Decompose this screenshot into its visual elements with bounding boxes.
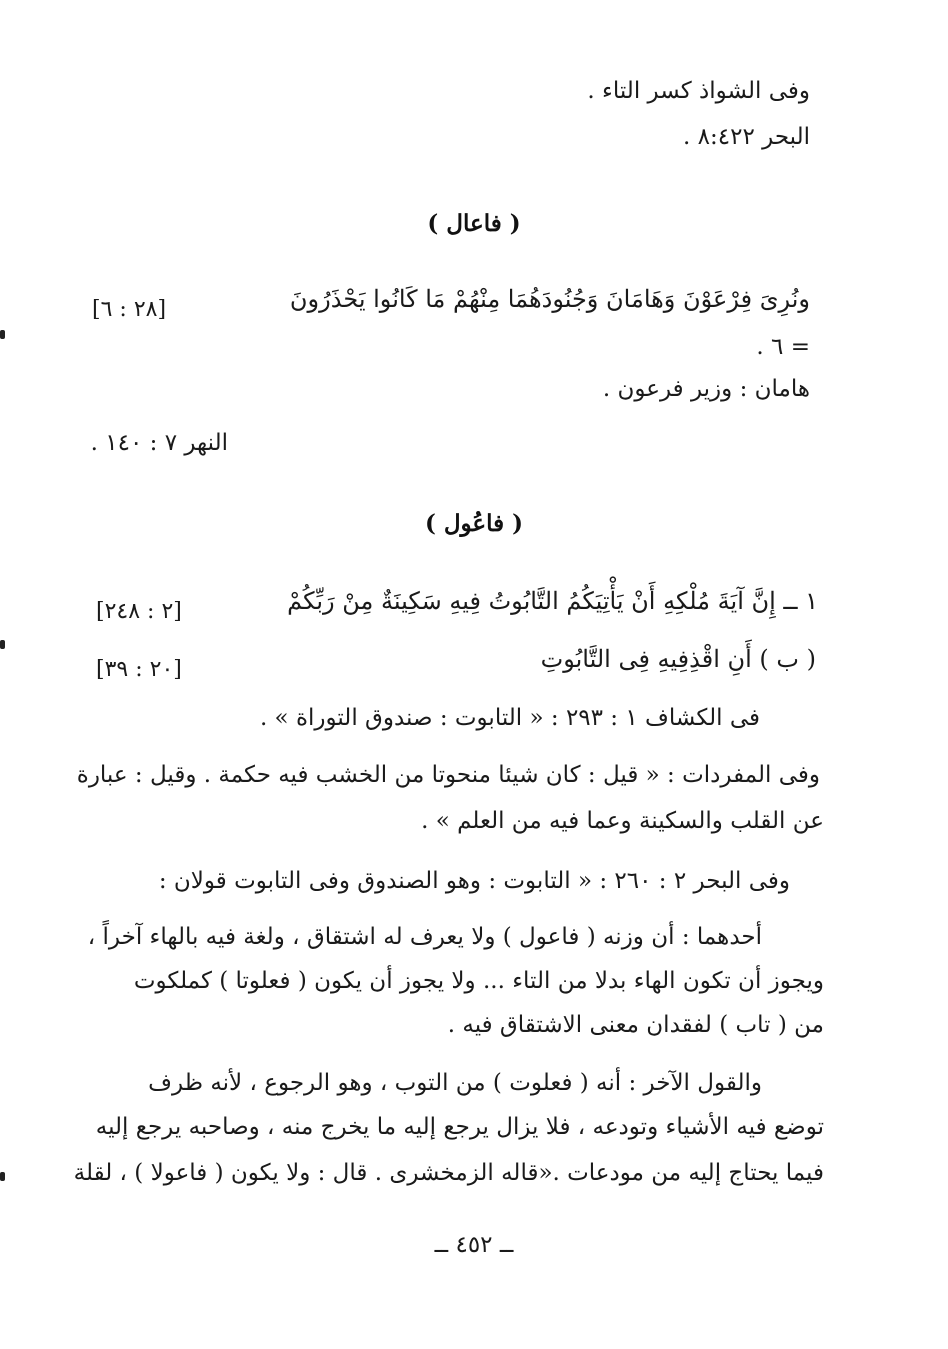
text-line: وفى الشواذ كسر التاء . bbox=[587, 78, 810, 104]
text-line: فى الكشاف ١ : ٢٩٣ : « التابوت : صندوق التوراة » . bbox=[259, 705, 760, 731]
quran-verse: ١ ــ إِنَّ آيَةَ مُلْكِهِ أَنْ يَأْتِيَكُمُ التَّابُوتُ فِيهِ سَكِينَةٌ مِنْ رَبِّكُمْ bbox=[287, 587, 818, 615]
quran-verse: ( ب ) أَنِ اقْذِفِيهِ فِى التَّابُوتِ bbox=[540, 645, 816, 673]
reference-line: النهر ٧ : ١٤٠ . bbox=[90, 430, 228, 456]
paragraph-line: فيما يحتاج إليه من مودعات .«قاله الزمخشرى . قال : ولا يكون ( فاعولا ) ، لقلة bbox=[73, 1160, 824, 1186]
paragraph-line: عن القلب والسكينة وعما فيه من العلم » . bbox=[421, 808, 824, 834]
scan-mark bbox=[0, 1172, 5, 1181]
text-line: هامان : وزير فرعون . bbox=[602, 376, 810, 402]
text-line: وفى البحر ٢ : ٢٦٠ : « التابوت : وهو الصندوق وفى التابوت قولان : bbox=[158, 868, 790, 894]
paragraph-line: وفى المفردات : « قيل : كان شيئا منحوتا من الخشب فيه حكمة . وقيل : عبارة bbox=[76, 762, 820, 788]
page-number: ــ ٤٥٢ ــ bbox=[434, 1232, 514, 1258]
verse-reference: [٢ : ٢٤٨] bbox=[96, 599, 182, 624]
paragraph-line: ويجوز أن تكون الهاء بدلا من التاء ... ولا يجوز أن يكون ( فعلوتا ) كملكوت bbox=[133, 968, 824, 994]
verse-continuation: = ٦ . bbox=[756, 334, 810, 360]
scan-mark bbox=[0, 330, 5, 339]
reference-line: البحر ٨:٤٢٢ . bbox=[683, 124, 810, 150]
paragraph-line: أحدهما : أن وزنه ( فاعول ) ولا يعرف له اشتقاق ، ولغة فيه بالهاء آخراً ، bbox=[87, 924, 762, 950]
paragraph-line: والقول الآخر : أنه ( فعلوت ) من التوب ، وهو الرجوع ، لأنه ظرف bbox=[148, 1070, 762, 1096]
section-heading: ( فاعال ) bbox=[427, 210, 521, 237]
verse-reference: [٢٨ : ٦] bbox=[92, 297, 167, 322]
quran-verse: ونُرِىَ فِرْعَوْنَ وَهَامَانَ وَجُنُودَهُمَا مِنْهُمْ مَا كَانُوا يَحْذَرُونَ bbox=[289, 285, 810, 313]
paragraph-line: من ( تاب ) لفقدان معنى الاشتقاق فيه . bbox=[447, 1012, 824, 1038]
scan-mark bbox=[0, 640, 5, 649]
paragraph-line: توضع فيه الأشياء وتودعه ، فلا يزال يرجع إليه ما يخرج منه ، وصاحبه يرجع إليه bbox=[95, 1114, 824, 1140]
section-heading: ( فاعُول ) bbox=[424, 510, 524, 537]
verse-reference: [٢٠ : ٣٩] bbox=[96, 657, 182, 682]
